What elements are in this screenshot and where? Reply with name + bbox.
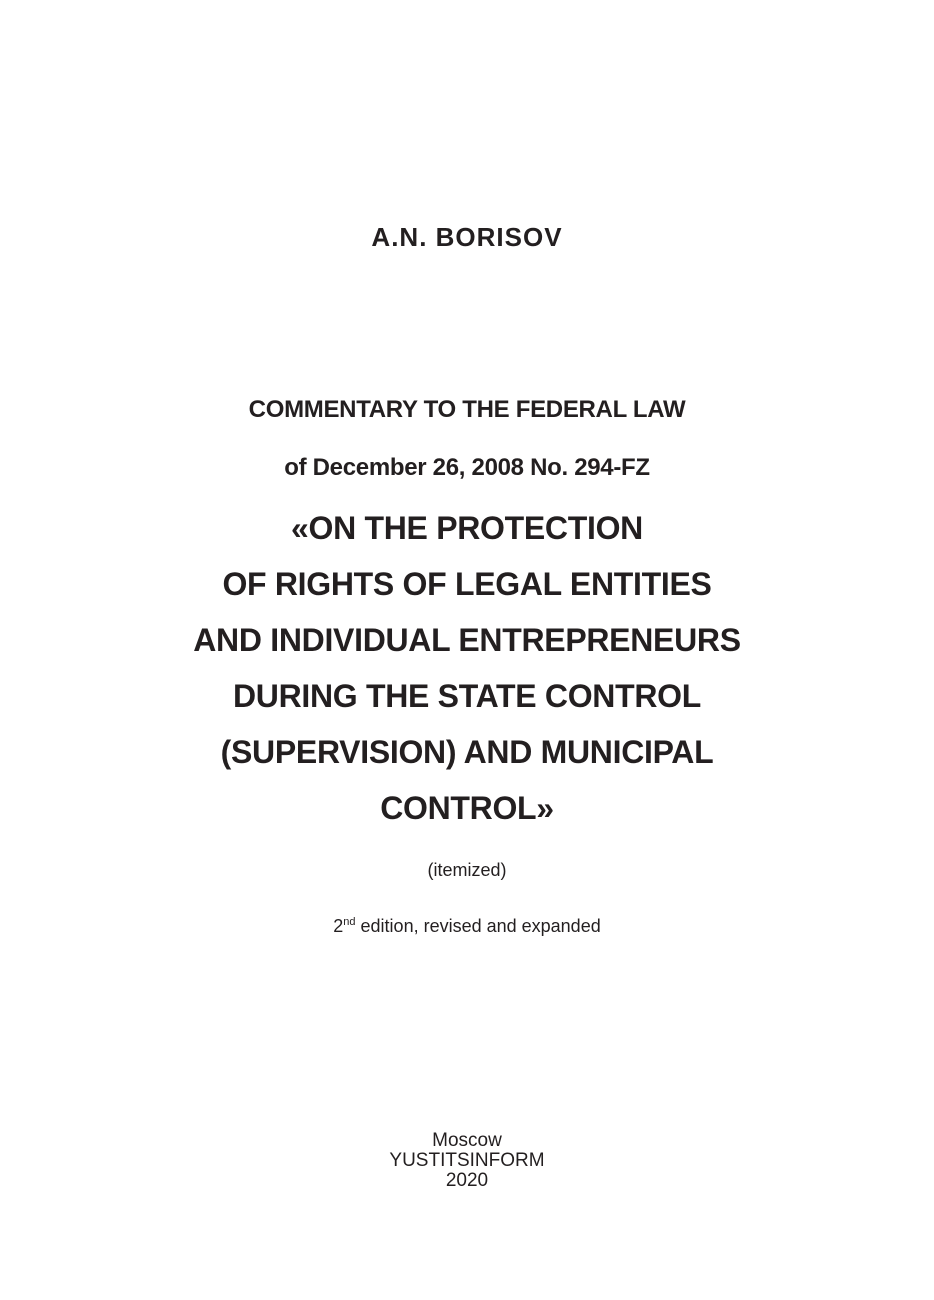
edition-note <box>0 916 934 937</box>
imprint <box>0 1131 934 1191</box>
imprint-year: 2020 <box>445 1170 489 1191</box>
itemized-note: (itemized) <box>427 860 507 880</box>
book-title <box>0 500 934 836</box>
imprint-city: Moscow <box>432 1130 502 1151</box>
title-line: (SUPERVISION) AND MUNICIPAL <box>220 734 714 770</box>
edition-number: 2 <box>333 916 344 936</box>
title-line: OF RIGHTS OF LEGAL ENTITIES <box>222 566 712 602</box>
edition-text: edition, revised and expanded <box>355 916 601 936</box>
title-line: DURING THE STATE CONTROL <box>232 678 702 714</box>
title-line: CONTROL» <box>380 790 554 826</box>
subtitle-line-2: of December 26, 2008 No. 294-FZ <box>284 454 650 481</box>
title-line: AND INDIVIDUAL ENTREPRENEURS <box>193 622 741 658</box>
title-line: «ON THE PROTECTION <box>291 510 643 546</box>
subtitle-line-1: COMMENTARY TO THE FEDERAL LAW <box>248 396 686 423</box>
imprint-publisher: YUSTITSINFORM <box>389 1150 545 1171</box>
author-name: A.N. BORISOV <box>371 222 563 252</box>
edition-ordinal-suffix: nd <box>343 916 356 928</box>
